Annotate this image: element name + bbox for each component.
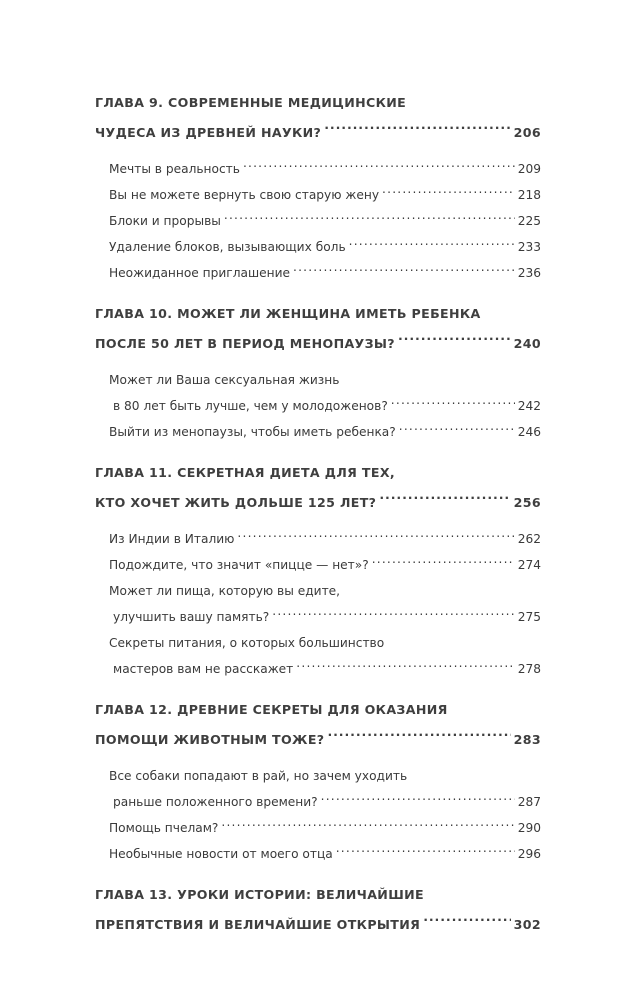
section-entry — [109, 763, 541, 815]
chapter-title-line — [95, 488, 541, 518]
chapter-title: КТО ХОЧЕТ ЖИТЬ ДОЛЬШЕ 125 ЛЕТ? — [95, 495, 377, 510]
chapter-entry — [95, 458, 541, 682]
section-title: Подождите, что значит «пицце — нет»? — [109, 558, 369, 572]
section-title: улучшить вашу память? — [113, 610, 270, 624]
section-entry — [109, 630, 541, 682]
section-page-number: 236 — [517, 266, 541, 280]
section-title: в 80 лет быть лучше, чем у молодоженов? — [113, 399, 388, 413]
chapter-title-line — [95, 118, 541, 148]
chapter-title: ГЛАВА 13. УРОКИ ИСТОРИИ: ВЕЛИЧАЙШИЕ — [95, 887, 424, 902]
section-page-number: 278 — [517, 662, 541, 676]
chapter-title: ПОМОЩИ ЖИВОТНЫМ ТОЖЕ? — [95, 732, 325, 747]
chapter-title-line — [95, 880, 541, 910]
chapter-page-number: 283 — [513, 732, 541, 747]
dot-leader — [321, 794, 515, 806]
section-line — [109, 656, 541, 682]
section-line — [109, 841, 541, 867]
dot-leader — [349, 239, 515, 251]
section-entry — [109, 208, 541, 234]
section-line — [109, 526, 541, 552]
dot-leader — [382, 187, 515, 199]
dot-leader — [391, 398, 515, 410]
section-line — [109, 815, 541, 841]
section-line — [109, 604, 541, 630]
section-title: Вы не можете вернуть свою старую жену — [109, 188, 380, 202]
chapter-title-line — [95, 299, 541, 329]
section-title: Необычные новости от моего отца — [109, 847, 333, 861]
section-line — [109, 763, 541, 789]
section-title: Секреты питания, о которых большинство — [109, 636, 385, 650]
chapter-title: ГЛАВА 10. МОЖЕТ ЛИ ЖЕНЩИНА ИМЕТЬ РЕБЕНКА — [95, 306, 481, 321]
chapter-title-line — [95, 458, 541, 488]
chapter-title: ГЛАВА 9. СОВРЕМЕННЫЕ МЕДИЦИНСКИЕ — [95, 95, 407, 110]
section-line — [109, 156, 541, 182]
chapter-title: ПРЕПЯТСТВИЯ И ВЕЛИЧАЙШИЕ ОТКРЫТИЯ — [95, 917, 421, 932]
section-title: раньше положенного времени? — [113, 795, 318, 809]
dot-leader — [324, 124, 510, 137]
section-entry — [109, 552, 541, 578]
chapter-title-line — [95, 725, 541, 755]
dot-leader — [243, 161, 515, 173]
section-title: Блоки и прорывы — [109, 214, 221, 228]
chapter-page-number: 206 — [513, 125, 541, 140]
chapter-title: ПОСЛЕ 50 ЛЕТ В ПЕРИОД МЕНОПАУЗЫ? — [95, 336, 395, 351]
section-entry — [109, 367, 541, 419]
section-list — [95, 763, 541, 867]
chapter-page-number: 302 — [513, 917, 541, 932]
dot-leader — [327, 731, 510, 744]
section-line — [109, 367, 541, 393]
section-entry — [109, 526, 541, 552]
section-list — [95, 367, 541, 445]
section-page-number: 225 — [517, 214, 541, 228]
section-page-number: 218 — [517, 188, 541, 202]
chapter-entry — [95, 88, 541, 286]
section-title: Помощь пчелам? — [109, 821, 219, 835]
dot-leader — [423, 916, 510, 929]
dot-leader — [221, 820, 514, 832]
dot-leader — [272, 609, 514, 621]
section-page-number: 246 — [517, 425, 541, 439]
section-title: мастеров вам не расскажет — [113, 662, 294, 676]
chapter-title: ГЛАВА 12. ДРЕВНИЕ СЕКРЕТЫ ДЛЯ ОКАЗАНИЯ — [95, 702, 448, 717]
section-entry — [109, 578, 541, 630]
section-list — [95, 526, 541, 682]
dot-leader — [336, 846, 515, 858]
section-line — [109, 393, 541, 419]
section-line — [109, 260, 541, 286]
table-of-contents — [95, 88, 541, 953]
section-page-number: 296 — [517, 847, 541, 861]
section-entry — [109, 156, 541, 182]
section-entry — [109, 260, 541, 286]
section-page-number: 274 — [517, 558, 541, 572]
dot-leader — [237, 531, 514, 543]
section-title: Удаление блоков, вызывающих боль — [109, 240, 346, 254]
section-title: Неожиданное приглашение — [109, 266, 291, 280]
section-page-number: 233 — [517, 240, 541, 254]
section-title: Из Индии в Италию — [109, 532, 235, 546]
dot-leader — [398, 335, 511, 348]
dot-leader — [224, 213, 515, 225]
section-page-number: 209 — [517, 162, 541, 176]
section-title: Может ли пища, которую вы едите, — [109, 584, 341, 598]
dot-leader — [296, 661, 514, 673]
section-line — [109, 630, 541, 656]
chapter-title-line — [95, 695, 541, 725]
chapter-title-line — [95, 88, 541, 118]
section-page-number: 287 — [517, 795, 541, 809]
section-entry — [109, 815, 541, 841]
section-entry — [109, 419, 541, 445]
chapter-page-number: 240 — [513, 336, 541, 351]
chapter-title-line — [95, 910, 541, 940]
dot-leader — [293, 265, 515, 277]
section-line — [109, 789, 541, 815]
chapter-page-number: 256 — [513, 495, 541, 510]
chapter-title-line — [95, 329, 541, 359]
section-entry — [109, 234, 541, 260]
section-line — [109, 208, 541, 234]
section-title: Все собаки попадают в рай, но зачем уходить — [109, 769, 408, 783]
section-page-number: 290 — [517, 821, 541, 835]
chapter-entry — [95, 299, 541, 445]
dot-leader — [372, 557, 515, 569]
section-list — [95, 156, 541, 286]
section-page-number: 275 — [517, 610, 541, 624]
chapter-entry — [95, 695, 541, 867]
dot-leader — [379, 494, 510, 507]
section-line — [109, 552, 541, 578]
chapter-entry — [95, 880, 541, 940]
section-page-number: 262 — [517, 532, 541, 546]
dot-leader — [399, 424, 515, 436]
section-line — [109, 419, 541, 445]
section-line — [109, 234, 541, 260]
section-entry — [109, 841, 541, 867]
section-title: Может ли Ваша сексуальная жизнь — [109, 373, 340, 387]
chapter-title: ЧУДЕСА ИЗ ДРЕВНЕЙ НАУКИ? — [95, 125, 322, 140]
section-page-number: 242 — [517, 399, 541, 413]
section-title: Выйти из менопаузы, чтобы иметь ребенка? — [109, 425, 396, 439]
section-line — [109, 578, 541, 604]
section-line — [109, 182, 541, 208]
section-title: Мечты в реальность — [109, 162, 240, 176]
section-entry — [109, 182, 541, 208]
chapter-title: ГЛАВА 11. СЕКРЕТНАЯ ДИЕТА ДЛЯ ТЕХ, — [95, 465, 396, 480]
